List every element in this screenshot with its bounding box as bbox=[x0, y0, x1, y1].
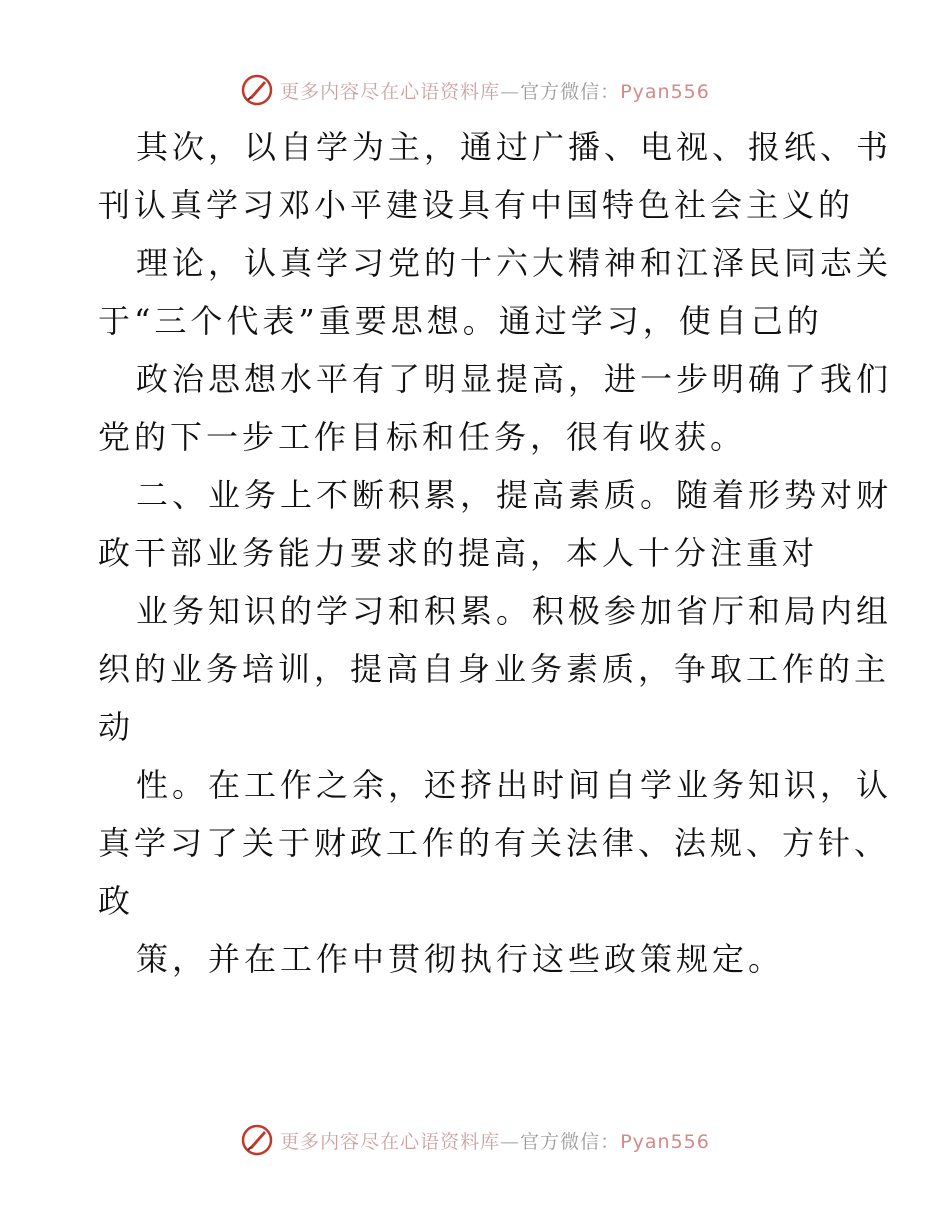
quill-logo-icon bbox=[240, 73, 274, 107]
watermark-wechat-label: 官方微信： bbox=[520, 80, 621, 103]
text-line: 业务知识的学习和积累。积极参加省厅和局内组 bbox=[136, 592, 893, 630]
watermark-wechat-label: 官方微信： bbox=[520, 1130, 621, 1153]
text-line: 真学习了关于财政工作的有关法律、法规、方针、 bbox=[98, 824, 891, 862]
text-line: 二、业务上不断积累，提高素质。随着形势对财 bbox=[136, 476, 893, 514]
watermark-main: 更多内容尽在心语资料库 bbox=[280, 80, 501, 103]
text-line: 织的业务培训，提高自身业务素质，争取工作的主 bbox=[98, 650, 891, 688]
text-line: 理论，认真学习党的十六大精神和江泽民同志关 bbox=[136, 244, 893, 282]
document-body bbox=[98, 118, 893, 988]
watermark-account: Pyan556 bbox=[620, 1130, 710, 1153]
footer-watermark bbox=[0, 1120, 950, 1160]
text-line: 刊认真学习邓小平建设具有中国特色社会主义的 bbox=[98, 186, 855, 224]
text-line: 动 bbox=[98, 708, 135, 746]
watermark-account: Pyan556 bbox=[620, 80, 710, 103]
text-line: 党的下一步工作目标和任务，很有收获。 bbox=[98, 418, 747, 456]
text-line: 性。在工作之余，还挤出时间自学业务知识，认 bbox=[136, 766, 893, 804]
text-line: 其次，以自学为主，通过广播、电视、报纸、书 bbox=[136, 128, 893, 166]
text-line: 政干部业务能力要求的提高，本人十分注重对 bbox=[98, 534, 819, 572]
text-line: 政 bbox=[98, 882, 135, 920]
text-line: 政治思想水平有了明显提高，进一步明确了我们 bbox=[136, 360, 893, 398]
text-line: 策，并在工作中贯彻执行这些政策规定。 bbox=[136, 940, 785, 978]
watermark-separator: — bbox=[500, 1130, 521, 1153]
header-watermark bbox=[0, 70, 950, 110]
watermark-main: 更多内容尽在心语资料库 bbox=[280, 1130, 501, 1153]
watermark-text bbox=[280, 77, 710, 104]
watermark-text bbox=[280, 1127, 710, 1154]
watermark-separator: — bbox=[500, 80, 521, 103]
text-line: 于“三个代表”重要思想。通过学习，使自己的 bbox=[98, 302, 823, 340]
quill-logo-icon bbox=[240, 1123, 274, 1157]
